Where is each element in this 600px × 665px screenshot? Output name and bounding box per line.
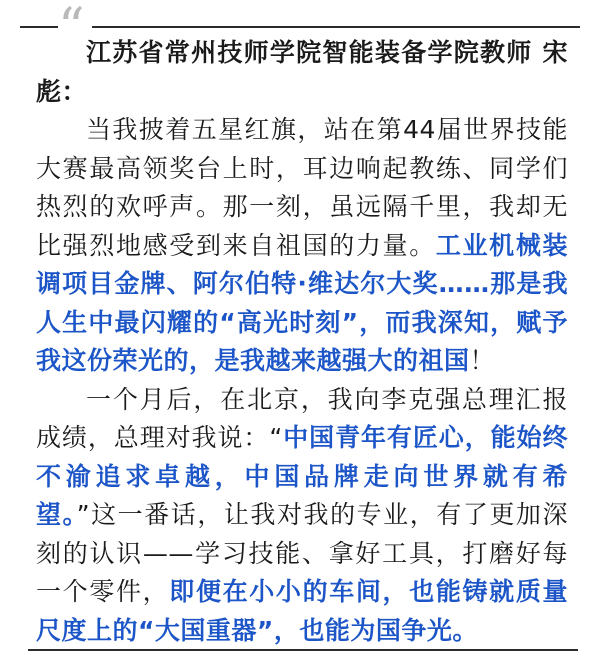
paragraph-1-highlight-1: 工业机械装调项目金牌、阿尔伯特·维达尔大奖……那是我人生中最闪耀的“高光时刻”，而我深知，赋予我这份荣光的，是我越来越强大的祖国 [36,230,568,375]
bottom-rule [28,649,578,651]
paragraph-2-highlight-1: 中国青年有匠心，能始终不渝追求卓越，中国品牌走向世界就有希望。 [36,423,568,529]
quote-mark-icon: “ [58,0,85,58]
quote-content [36,34,568,650]
paragraph-2-text-2: ”这一番话，让我对我的专业，有了更加深刻的认识——学习技能、拿好工具，打磨好每一个零件， [36,500,568,606]
paragraph-1-text-1: 当我披着五星红旗，站在第44届世界技能大赛最高领奖台上时，耳边响起教练、同学们热烈的欢呼声。那一刻，虽远隔千里，我却无比强烈地感受到来自祖国的力量。 [36,115,568,260]
paragraph-2-highlight-2: 即便在小小的车间，也能铸就质量尺度上的“大国重器”，也能为国争光。 [36,577,568,645]
paragraph-2-text-1: 一个月后，在北京，我向李克强总理汇报成绩，总理对我说：“ [36,384,568,452]
paragraph-2 [36,381,568,651]
top-rule-left [20,26,58,28]
top-rule-right [92,26,580,28]
paragraph-1 [36,111,568,381]
speaker-line [36,34,568,111]
paragraph-1-text-2: ！ [469,346,496,375]
speaker-text: 江苏省常州技师学院智能装备学院教师 宋彪： [36,38,568,106]
